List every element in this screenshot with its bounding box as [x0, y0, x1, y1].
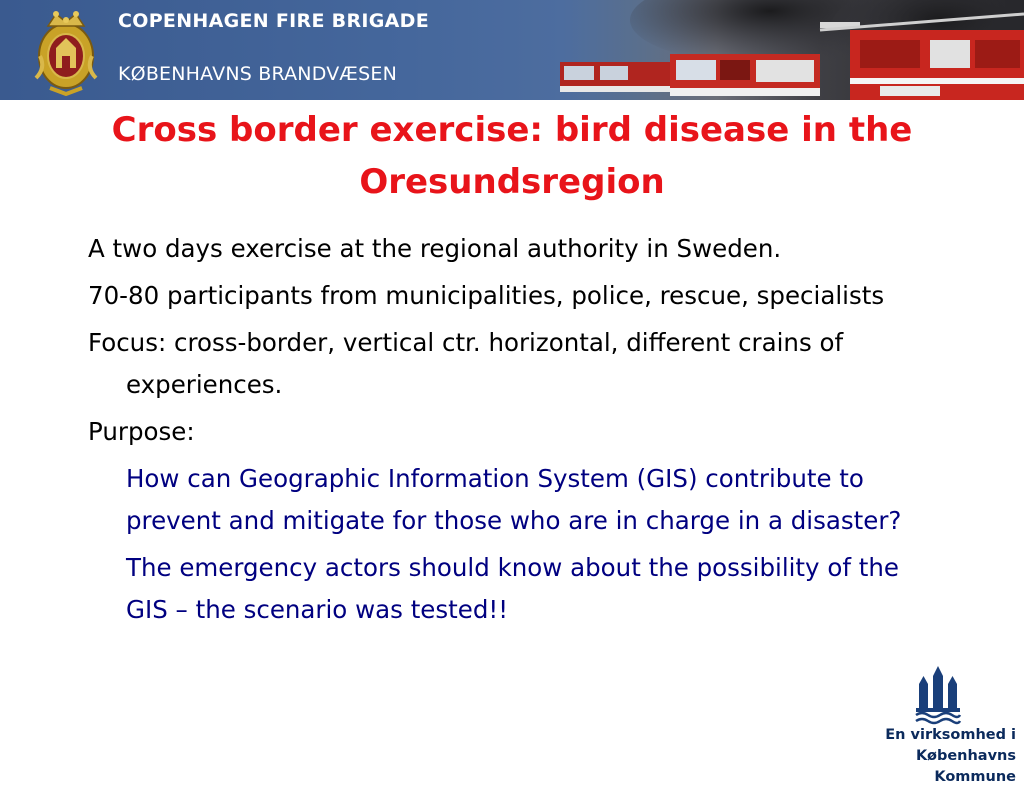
header-banner — [0, 0, 1024, 100]
bullet-item: A two days exercise at the regional authority in Sweden. — [88, 234, 782, 263]
org-name-danish: KØBENHAVNS BRANDVÆSEN — [118, 63, 398, 85]
sub-bullet-item: The emergency actors should know about the possibility of the GIS – the scenario was tested!! — [126, 553, 899, 624]
footer-line1: En virksomhed i — [885, 727, 1016, 743]
sub-bullet-item: How can Geographic Information System (GIS) contribute to prevent and mitigate for those who are in charge in a disaster? — [126, 464, 902, 535]
org-name: COPENHAGEN FIRE BRIGADE — [118, 10, 430, 32]
bullet-item: Purpose: — [88, 417, 195, 446]
footer-line2: Københavns Kommune — [916, 748, 1016, 785]
footer-text — [840, 725, 1024, 788]
slide-title — [60, 104, 964, 208]
bullet-item: Focus: cross-border, vertical ctr. horizontal, different crains of experiences. — [88, 328, 844, 399]
fire-trucks-photo — [520, 0, 1024, 100]
slide-content — [88, 228, 948, 636]
slide-title-line2: Oresundsregion — [359, 162, 665, 202]
slide-title-line1: Cross border exercise: bird disease in the — [111, 110, 913, 150]
bullet-item: 70-80 participants from municipalities, police, rescue, specialists — [88, 281, 885, 310]
fire-brigade-crest-icon — [26, 8, 106, 96]
kobenhavns-kommune-logo-icon — [914, 664, 962, 726]
